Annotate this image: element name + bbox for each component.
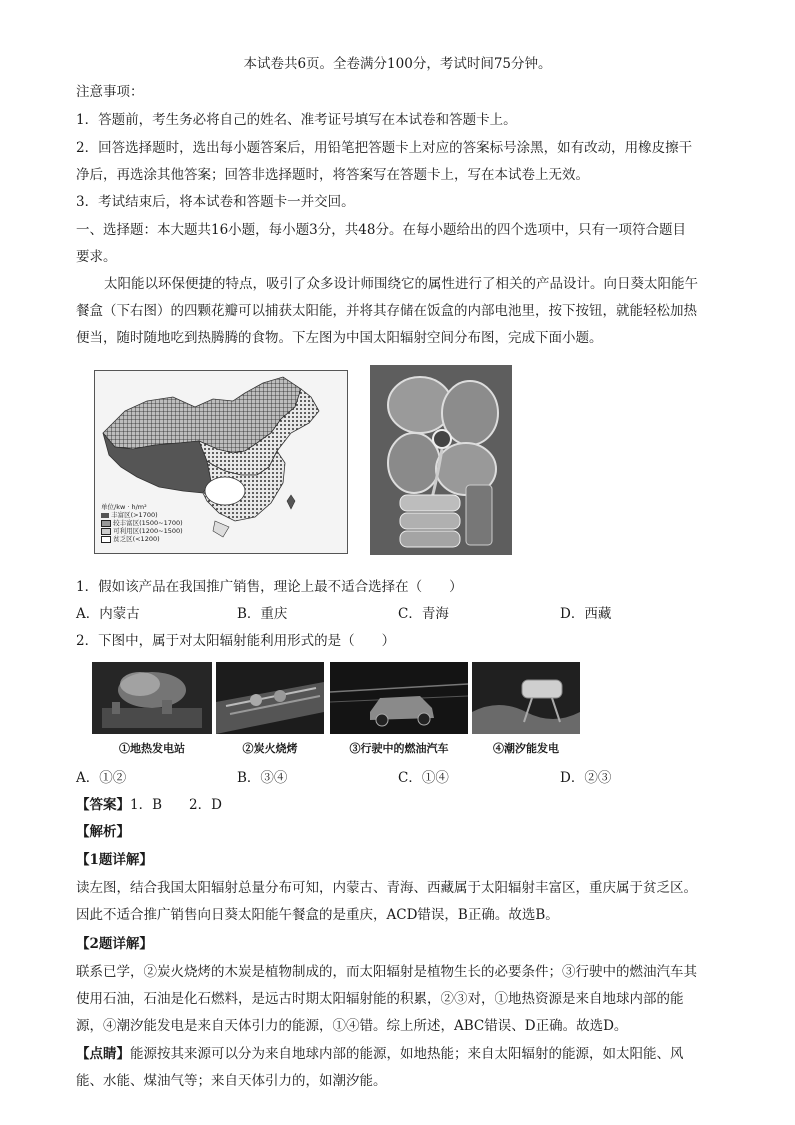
detail1-line-1: 读左图，结合我国太阳辐射总量分布可知，内蒙古、青海、西藏属于太阳辐射丰富区，重庆属于贫乏区。	[76, 880, 697, 896]
section-title-1: 一、选择题：本大题共16小题，每小题3分，共48分。在每小题给出的四个选项中，只有一项符合题目	[76, 222, 686, 238]
charcoal-barbecue-photo	[216, 662, 324, 734]
exam-header: 本试卷共6页。全卷满分100分，考试时间75分钟。	[243, 56, 552, 72]
tip-label: 【点睛】	[76, 1046, 130, 1062]
legend-swatch	[101, 513, 109, 518]
intro-line-1: 太阳能以环保便捷的特点，吸引了众多设计师围绕它的属性进行了相关的产品设计。向日葵太阳能午	[104, 276, 698, 292]
notice-2a: 2．回答选择题时，选出每小题答案后，用铅笔把答题卡上对应的答案标号涂黑，如有改动，用橡皮擦干	[76, 140, 693, 156]
sunflower-lunchbox-photo	[370, 365, 512, 555]
analysis-label: 【解析】	[76, 824, 130, 840]
legend-item-usable	[101, 527, 183, 535]
detail2-line-2: 使用石油，石油是化石燃料，是远古时期太阳辐射能的积累，②③对，①地热资源是来自地球内部的能	[76, 991, 684, 1007]
caption-fuel-car: ③行驶中的燃油汽车	[349, 742, 449, 755]
intro-line-3: 便当，随时随地吃到热腾腾的食物。下左图为中国太阳辐射空间分布图，完成下面小题。	[76, 330, 603, 346]
tidal-graphic	[472, 662, 580, 734]
q1-option-c: C．青海	[398, 606, 449, 622]
legend-item-poor	[101, 535, 183, 543]
geothermal-graphic	[92, 662, 212, 734]
legend-item-fairly-rich	[101, 519, 183, 527]
q2-option-b: B．③④	[237, 770, 288, 786]
answer-text: 1．B 2．D	[130, 797, 222, 813]
detail2-label: 【2题详解】	[76, 936, 153, 952]
notice-3: 3．考试结束后，将本试卷和答题卡一并交回。	[76, 194, 355, 210]
legend-swatch	[101, 520, 111, 527]
tip-line-1	[76, 1042, 684, 1062]
legend-unit: 单位/kw · h/m²	[101, 503, 147, 511]
tidal-power-photo	[472, 662, 580, 734]
car-graphic	[330, 662, 468, 734]
section-title-2: 要求。	[76, 249, 117, 265]
caption-barbecue: ②炭火烧烤	[242, 742, 298, 755]
q2-option-c: C．①④	[398, 770, 449, 786]
legend-label: 贫乏区(<1200)	[113, 535, 160, 543]
map-legend	[101, 503, 183, 543]
q2-stem: 2．下图中，属于对太阳辐射能利用形式的是（ ）	[76, 633, 396, 649]
caption-tidal: ④潮汐能发电	[493, 742, 559, 755]
answer-label: 【答案】	[76, 797, 130, 813]
geothermal-plant-photo	[92, 662, 212, 734]
intro-line-2: 餐盒（下右图）的四颗花瓣可以捕获太阳能，并将其存储在饭盒的内部电池里，按下按钮，就能轻松加热	[76, 303, 697, 319]
notice-2b: 净后，再选涂其他答案；回答非选择题时，将答案写在答题卡上，写在本试卷上无效。	[76, 167, 589, 183]
tip-line-2: 能、水能、煤油气等；来自天体引力的，如潮汐能。	[76, 1073, 387, 1089]
q1-option-a: A．内蒙古	[76, 606, 140, 622]
detail1-label: 【1题详解】	[76, 852, 153, 868]
answer-line	[76, 793, 222, 813]
detail2-line-1: 联系已学，②炭火烧烤的木炭是植物制成的，而太阳辐射是植物生长的必要条件；③行驶中的燃油汽车其	[76, 964, 697, 980]
notice-1: 1．答题前，考生务必将自己的姓名、准考证号填写在本试卷和答题卡上。	[76, 112, 517, 128]
detail1-line-2: 因此不适合推广销售向日葵太阳能午餐盒的是重庆，ACD错误，B正确。故选B。	[76, 907, 559, 923]
legend-label: 可利用区(1200~1500)	[113, 527, 183, 535]
notice-title: 注意事项：	[76, 84, 144, 100]
legend-item-rich	[101, 511, 183, 519]
barbecue-graphic	[216, 662, 324, 734]
q2-option-a: A．①②	[76, 770, 127, 786]
q2-option-d: D．②③	[560, 770, 612, 786]
legend-swatch	[101, 536, 111, 543]
tip-text-1: 能源按其来源可以分为来自地球内部的能源，如地热能；来自太阳辐射的能源，如太阳能、风	[130, 1046, 684, 1062]
q1-option-b: B．重庆	[237, 606, 288, 622]
fuel-car-photo	[330, 662, 468, 734]
lunchbox-graphic	[370, 365, 512, 555]
legend-label: 丰富区(>1700)	[111, 511, 158, 519]
q1-option-d: D．西藏	[560, 606, 612, 622]
q1-stem: 1．假如该产品在我国推广销售，理论上最不适合选择在（ ）	[76, 579, 463, 595]
china-solar-map	[94, 370, 348, 554]
legend-swatch	[101, 528, 111, 535]
legend-label: 较丰富区(1500~1700)	[113, 519, 183, 527]
detail2-line-3: 源，④潮汐能发电是来自天体引力的能源，①④错。综上所述，ABC错误、D正确。故选D。	[76, 1018, 628, 1034]
caption-geothermal: ①地热发电站	[119, 742, 185, 755]
